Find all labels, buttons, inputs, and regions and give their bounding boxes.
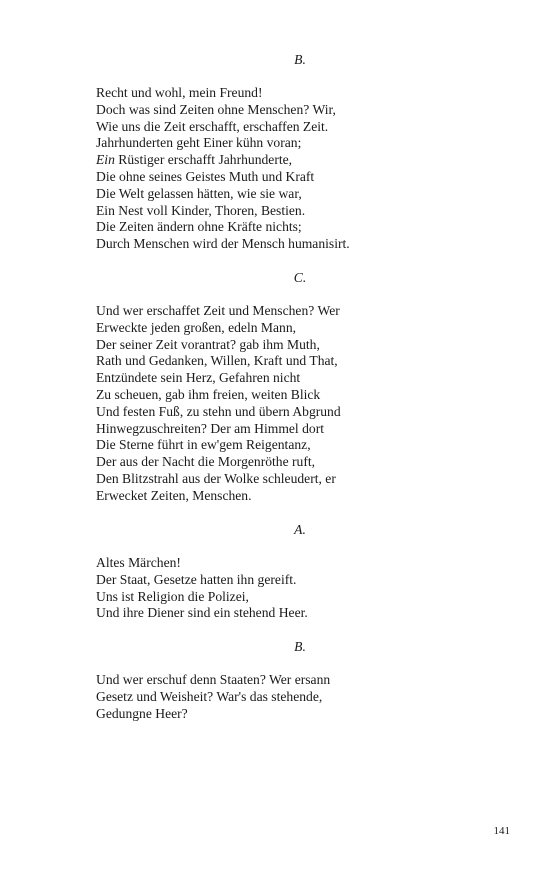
verse-line: Hinwegzuschreiten? Der am Himmel dort — [96, 420, 324, 436]
verse-line: Entzündete sein Herz, Gefahren nicht — [96, 370, 301, 386]
verse-line: Und ihre Diener sind ein stehend Heer. — [96, 605, 308, 621]
verse-line: Die Sterne führt in ew'gem Reigentanz, — [96, 437, 311, 453]
verse-line: Die Zeiten ändern ohne Kräfte nichts; — [96, 219, 302, 235]
verse-line: Und wer erschaffet Zeit und Menschen? Wer — [96, 303, 340, 318]
stanza-a — [96, 555, 516, 622]
stanza-c — [96, 303, 516, 505]
speaker-label-b-2: B. — [294, 639, 306, 654]
verse-line: Gesetz und Weisheit? War's das stehende, — [96, 688, 323, 704]
verse-line: Altes Märchen! — [96, 555, 181, 570]
verse-line: Wie uns die Zeit erschafft, erschaffen Zeit. — [96, 118, 329, 134]
verse-line: Recht und wohl, mein Freund! — [96, 85, 263, 100]
verse-line: Erwecket Zeiten, Menschen. — [96, 487, 252, 503]
verse-line: Erweckte jeden großen, edeln Mann, — [96, 319, 297, 335]
speaker-label-b: B. — [294, 52, 306, 67]
verse-line: Ein Nest voll Kinder, Thoren, Bestien. — [96, 202, 306, 218]
page-number: 141 — [493, 825, 510, 837]
verse-line: Und wer erschuf denn Staaten? Wer ersann — [96, 672, 331, 687]
verse-line: Die Welt gelassen hätten, wie sie war, — [96, 185, 302, 201]
verse-line: Den Blitzstrahl aus der Wolke schleudert, er — [96, 470, 336, 486]
verse-line: Und festen Fuß, zu stehn und übern Abgrund — [96, 403, 341, 419]
verse-line: Jahrhunderten geht Einer kühn voran; — [96, 135, 302, 151]
verse-line: Doch was sind Zeiten ohne Menschen? Wir, — [96, 101, 336, 117]
verse-line: Gedungne Heer? — [96, 705, 188, 721]
speaker-label-a: A. — [294, 522, 306, 537]
stanza-b-2 — [96, 672, 516, 722]
speaker-label-c: C. — [293, 270, 307, 285]
verse-line: Zu scheuen, gab ihm freien, weiten Blick — [96, 386, 321, 402]
verse-line: Der Staat, Gesetze hatten ihn gereift. — [96, 571, 297, 587]
emphasized-word: Ein — [96, 152, 115, 168]
verse-line: Durch Menschen wird der Mensch humanisirt. — [96, 236, 350, 252]
verse-line: Uns ist Religion die Polizei, — [96, 588, 249, 604]
stanza-b-1 — [96, 85, 516, 253]
verse-line: Der seiner Zeit vorantrat? gab ihm Muth, — [96, 336, 320, 352]
verse-line-emphasis: Ein Rüstiger erschafft Jahrhunderte, — [96, 152, 293, 168]
verse-line: Die ohne seines Geistes Muth und Kraft — [96, 168, 315, 184]
verse-line: Rath und Gedanken, Willen, Kraft und That, — [96, 353, 338, 369]
verse-line: Der aus der Nacht die Morgenröthe ruft, — [96, 454, 316, 470]
